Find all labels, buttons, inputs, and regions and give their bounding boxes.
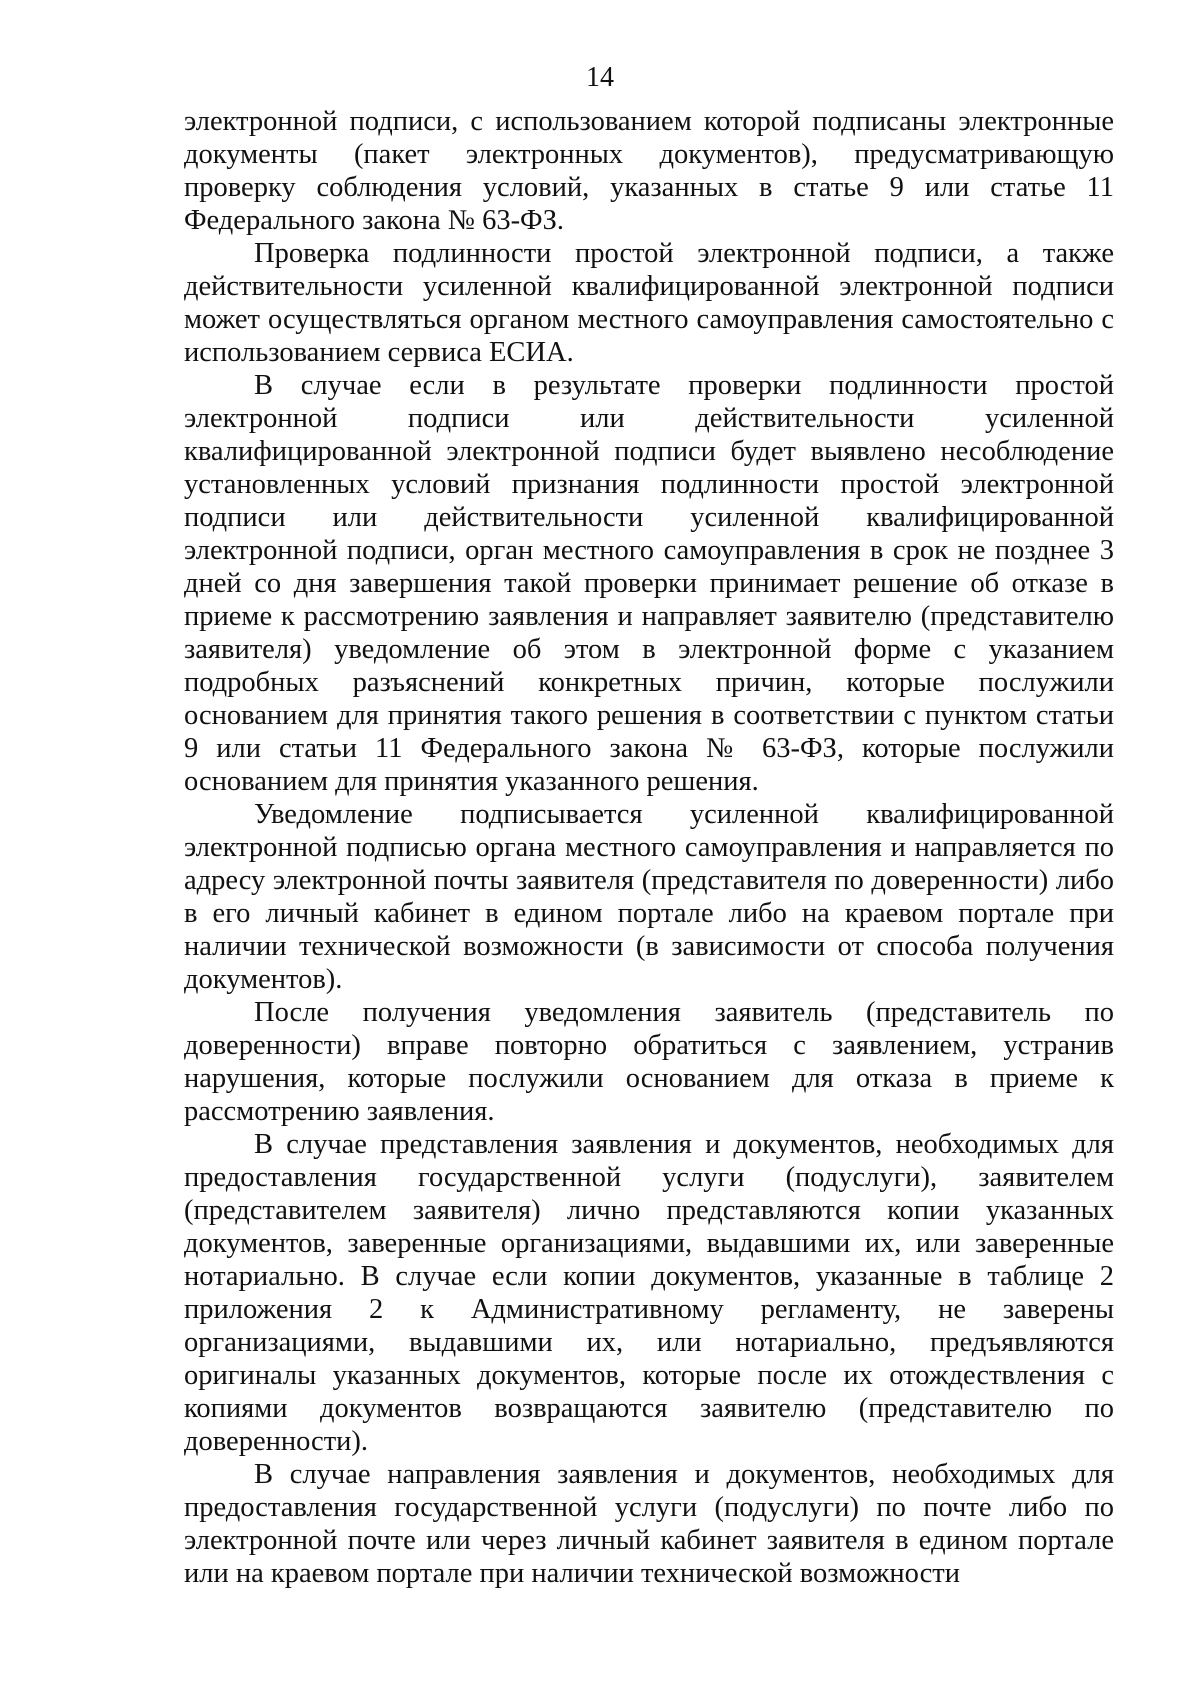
paragraph-repeat-application: После получения уведомления заявитель (представитель по доверенности) вправе повторно обратиться с заявлением, устранив нарушения, которые послужили основанием для отказа в приеме к рассмотрению заявления. <box>184 997 1114 1127</box>
paragraph-postal-submission: В случае направления заявления и документов, необходимых для предоставления государственной услуги (подуслуги) по почте либо по электронной почте или через личный кабинет заявителя в едином портале или на краевом портале при наличии технической возможности <box>184 1459 1114 1589</box>
paragraph-refusal-decision: В случае если в результате проверки подлинности простой электронной подписи или действительности усиленной квалифицированной электронной подписи будет выявлено несоблюдение установленных условий признания подлинности простой электронной подписи или действительности усиленной квалифицированной электронной подписи, орган местного самоуправления в срок не позднее 3 дней со дня завершения такой проверки принимает решение об отказе в приеме к рассмотрению заявления и направляет заявителю (представителю заявителя) уведомление об этом в электронной форме с указанием подробных разъяснений конкретных причин, которые послужили основанием для принятия такого решения в соответствии с пунктом статьи 9 или статьи 11 Федерального закона № 63-ФЗ, которые послужили основанием для принятия указанного решения. <box>184 370 1114 797</box>
document-body <box>184 105 1114 1590</box>
paragraph-continuation: электронной подписи, с использованием которой подписаны электронные документы (пакет электронных документов), предусматривающую проверку соблюдения условий, указанных в статье 9 или статье 11 Федерального закона № 63-ФЗ. <box>184 106 1114 236</box>
paragraph-notification: Уведомление подписывается усиленной квалифицированной электронной подписью органа местного самоуправления и направляется по адресу электронной почты заявителя (представителя по доверенности) либо в его личный кабинет в едином портале либо на краевом портале при наличии технической возможности (в зависимости от способа получения документов). <box>184 799 1114 995</box>
page-number: 14 <box>586 62 614 93</box>
paragraph-document-copies: В случае представления заявления и документов, необходимых для предоставления государственной услуги (подуслуги), заявителем (представителем заявителя) лично представляются копии указанных документов, заверенные организациями, выдавшими их, или заверенные нотариально. В случае если копии документов, указанные в таблице 2 приложения 2 к Административному регламенту, не заверены организациями, выдавшими их, или нотариально, предъявляются оригиналы указанных документов, которые после их отождествления с копиями документов возвращаются заявителю (представителю по доверенности). <box>184 1129 1114 1457</box>
paragraph-signature-verification: Проверка подлинности простой электронной подписи, а также действительности усиленной квалифицированной электронной подписи может осуществляться органом местного самоуправления самостоятельно с использованием сервиса ЕСИА. <box>184 238 1114 368</box>
